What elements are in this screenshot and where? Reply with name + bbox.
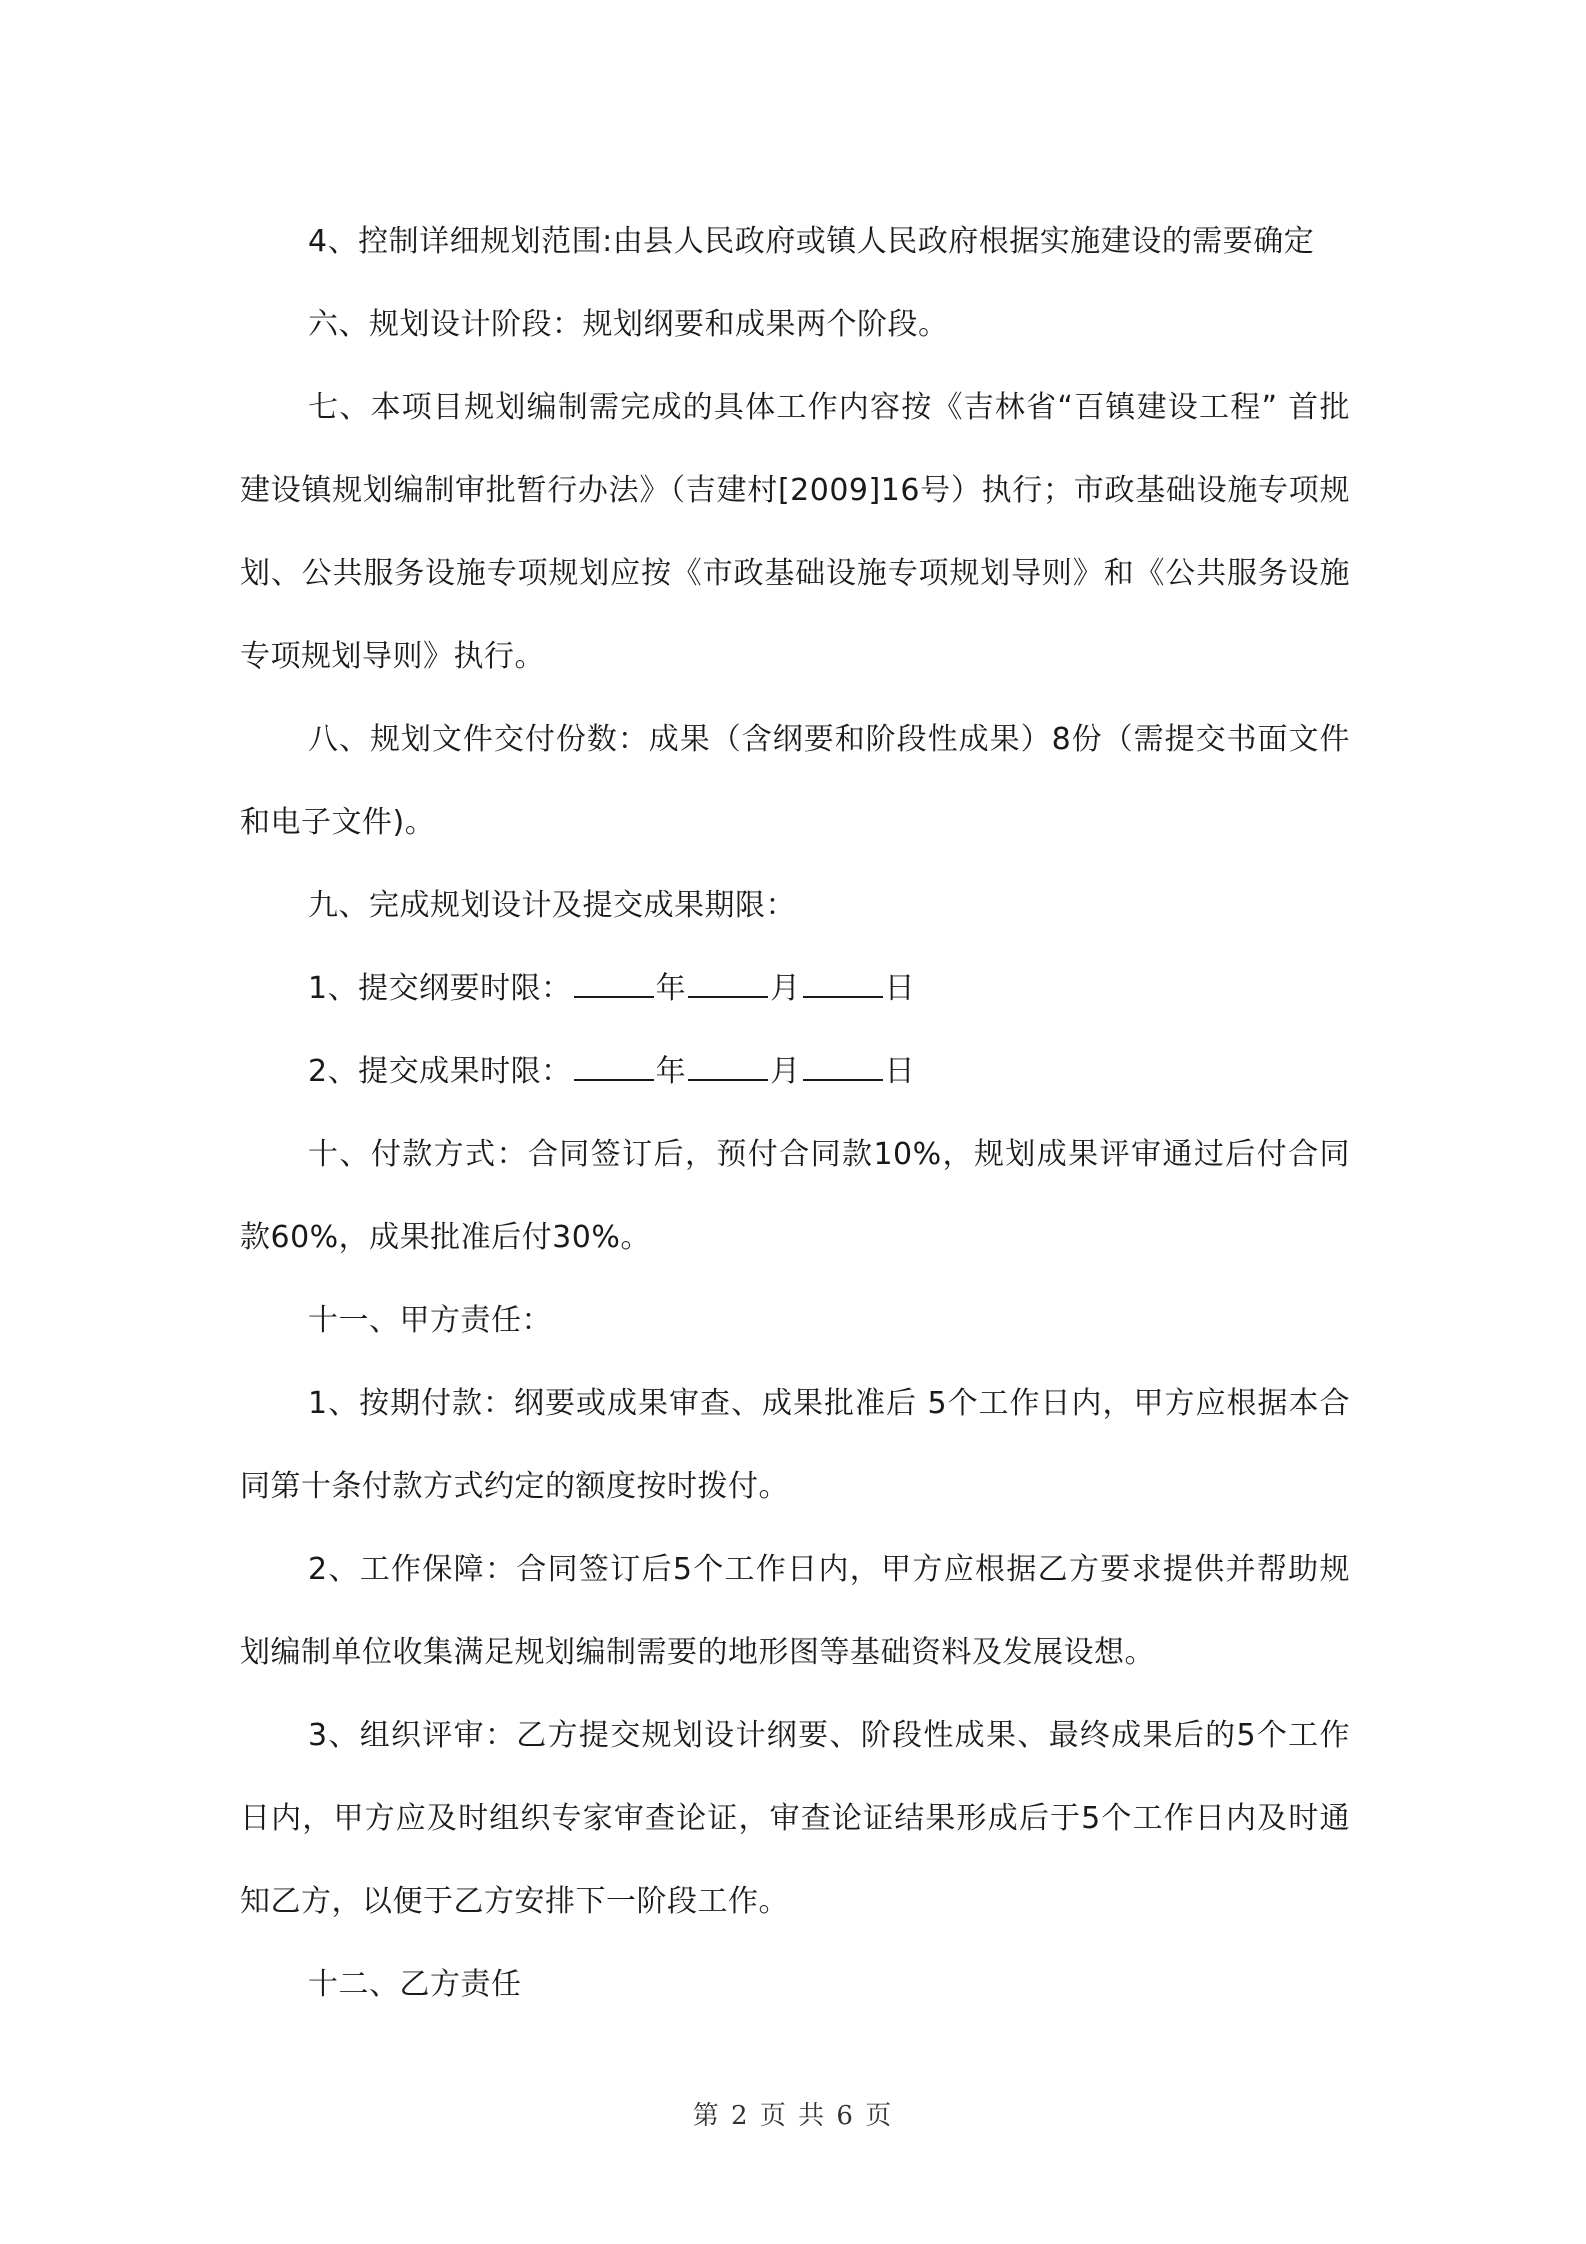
- document-body: [240, 200, 1350, 2026]
- paragraph-deadline-heading: 九、完成规划设计及提交成果期限：: [308, 888, 796, 923]
- day-label: 日: [884, 971, 916, 1006]
- paragraph-delivery-copies: 八、规划文件交付份数：成果（含纲要和阶段性成果）8份（需提交书面文件和电子文件)。: [240, 722, 1350, 840]
- blank-month: [688, 966, 768, 998]
- paragraph-party-a-heading: 十一、甲方责任：: [308, 1303, 552, 1338]
- paragraph-work-support: 2、工作保障：合同签订后5个工作日内，甲方应根据乙方要求提供并帮助规划编制单位收集满足规划编制需要的地形图等基础资料及发展设想。: [240, 1552, 1350, 1670]
- paragraph-outline-deadline: [240, 947, 1350, 1030]
- blank-year: [574, 1049, 654, 1081]
- year-label: 年: [655, 1054, 687, 1089]
- month-label: 月: [770, 1054, 801, 1089]
- day-label: 日: [884, 1054, 916, 1089]
- year-label: 年: [655, 971, 687, 1006]
- paragraph-payment-method: 十、付款方式：合同签订后，预付合同款10%，规划成果评审通过后付合同款60%，成果批准后付30%。: [240, 1137, 1350, 1255]
- paragraph-design-stages: 六、规划设计阶段：规划纲要和成果两个阶段。: [308, 307, 949, 342]
- paragraph-work-content: 七、本项目规划编制需完成的具体工作内容按《吉林省“百镇建设工程” 首批建设镇规划编制审批暂行办法》（吉建村[2009]16号）执行；市政基础设施专项规划、公共服务设施专项规划应按《市政基础设施专项规划导则》和《公共服务设施专项规划导则》执行。: [240, 390, 1350, 674]
- blank-day: [803, 1049, 883, 1081]
- paragraph-planning-scope: 4、控制详细规划范围:由县人民政府或镇人民政府根据实施建设的需要确定: [308, 224, 1315, 259]
- month-label: 月: [770, 971, 801, 1006]
- paragraph-timely-payment: 1、按期付款：纲要或成果审查、成果批准后 5个工作日内，甲方应根据本合同第十条付款方式约定的额度按时拨付。: [240, 1386, 1350, 1504]
- blank-day: [803, 966, 883, 998]
- blank-year: [574, 966, 654, 998]
- outline-deadline-label: 1、提交纲要时限：: [308, 971, 572, 1006]
- paragraph-organize-review: 3、组织评审：乙方提交规划设计纲要、阶段性成果、最终成果后的5个工作日内，甲方应及时组织专家审查论证，审查论证结果形成后于5个工作日内及时通知乙方，以便于乙方安排下一阶段工作。: [240, 1718, 1350, 1919]
- blank-month: [688, 1049, 768, 1081]
- paragraph-result-deadline: [240, 1030, 1350, 1113]
- paragraph-party-b-heading: 十二、乙方责任: [308, 1967, 522, 2002]
- result-deadline-label: 2、提交成果时限：: [308, 1054, 572, 1089]
- page-number-footer: 第 2 页 共 6 页: [692, 2101, 894, 2131]
